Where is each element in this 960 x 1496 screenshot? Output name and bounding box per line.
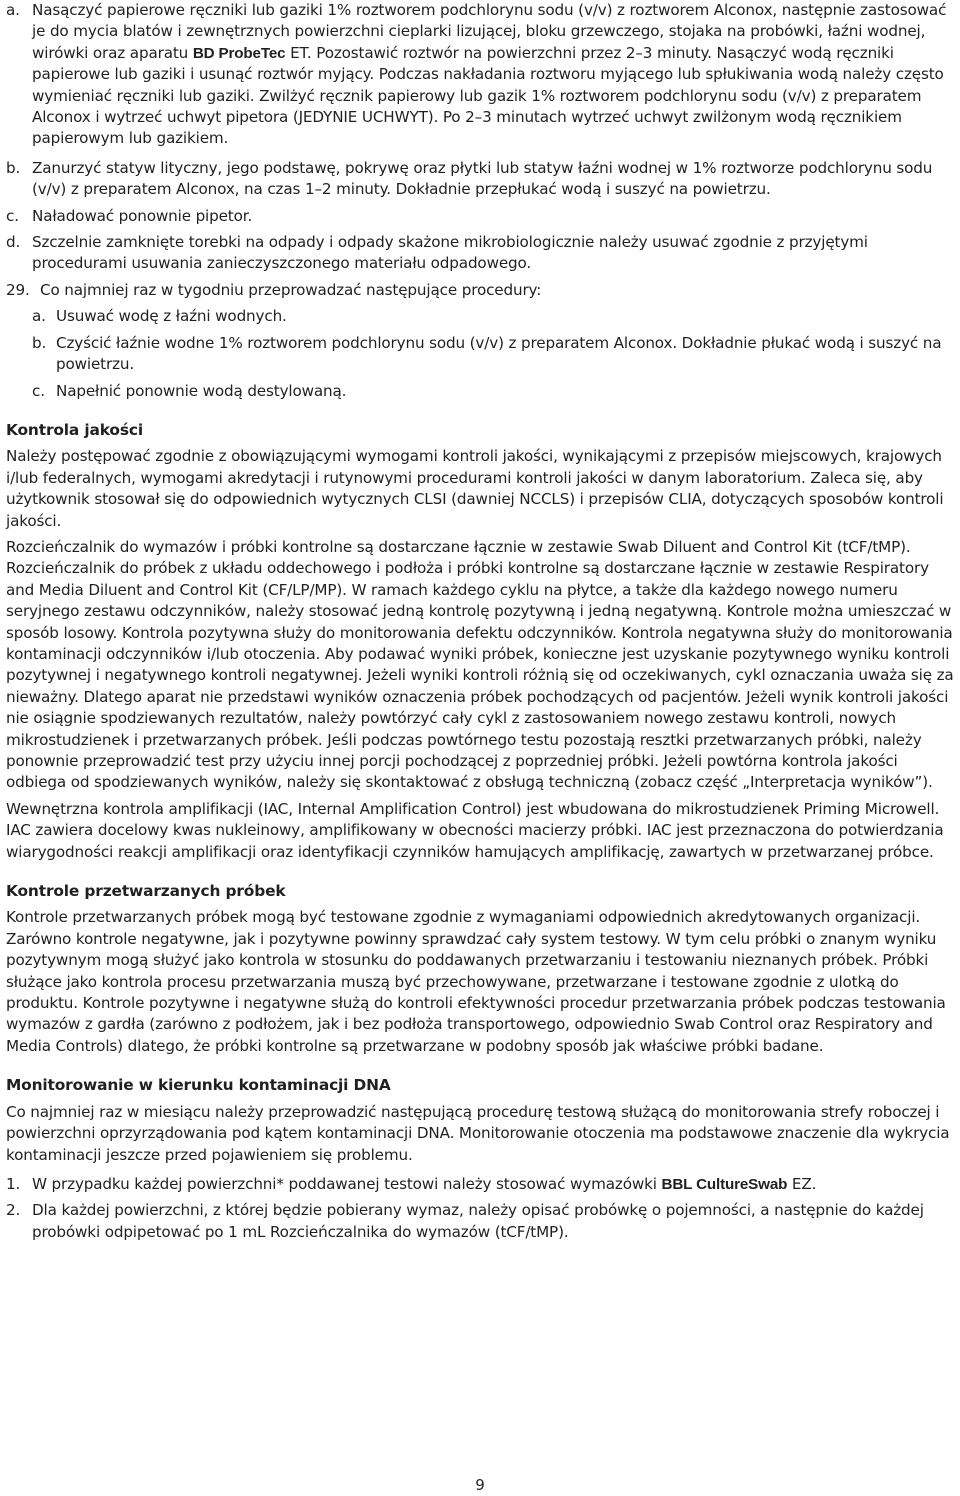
list-text: W przypadku każdej powierzchni* poddawanej testowi należy stosować wymazówki BBL CultureSwab EZ. <box>32 1174 817 1193</box>
paragraph: Co najmniej raz w miesiącu należy przeprowadzić następującą procedurę testową służącą do monitorowania strefy roboczej i powierzchni oprzyrządowania pod kątem kontaminacji DNA. Monitorowanie otoczenia ma podstawowe znaczenie dla wykrycia kontaminacji jeszcze przed pojawieniem się problemu. <box>6 1102 950 1164</box>
list-item <box>6 1174 954 1195</box>
section-heading: Kontrola jakości <box>6 420 143 439</box>
section-heading: Monitorowanie w kierunku kontaminacji DNA <box>6 1076 391 1095</box>
list-text: Naładować ponownie pipetor. <box>32 206 253 225</box>
list-text: Napełnić ponownie wodą destylowaną. <box>56 381 347 400</box>
paragraph: Rozcieńczalnik do wymazów i próbki kontrolne są dostarczane łącznie w zestawie Swab Diluent and Control Kit (tCF/tMP). Rozcieńczalnik do próbek z układu oddechowego i podłoża i próbki kontrolne są dostarczane łącznie w zestawie Respiratory and Media Diluent and Control Kit (CF/LP/MP). W ramach każdego cyklu na płytce, a także dla każdego nowego numeru seryjnego zestawu odczynników, należy stosować jedną kontrolę pozytywną i jedną negatywną. Kontrole można umieszczać w sposób losowy. Kontrola pozytywna służy do monitorowania defektu odczynników. Kontrola negatywna służy do monitorowania kontaminacji odczynników i/lub otoczenia. Aby podawać wyniki próbek, konieczne jest uzyskanie pozytywnego wyniku kontroli pozytywnej i negatywnego kontroli negatywnej. Jeżeli wyniki kontroli różnią się od oczekiwanych, cykl oznaczania uważa się za nieważny. Dlatego aparat nie przedstawi wyników oznaczenia próbek pochodzących od pacjentów. Jeżeli wynik kontroli jakości nie osiągnie spodziewanych rezultatów, należy powtórzyć cały cykl z zastosowaniem nowego zestawu kontroli, nowych mikrostudzienek i przetwarzanych próbek. Jeśli podczas powtórnego testu pozostają resztki przetwarzanych próbki, należy ponownie przeprowadzić test przy użyciu innej porcji pochodzącej z poprzedniej próbki. Jeżeli powtórna kontrola jakości odbiega od spodziewanych wyników, należy się skontaktować z obsługą techniczną (zobacz część „Interpretacja wyników”). <box>6 537 954 792</box>
section-heading: Kontrole przetwarzanych próbek <box>6 882 286 901</box>
list-text: Co najmniej raz w tygodniu przeprowadzać następujące procedury: <box>40 280 542 299</box>
list-item-29 <box>6 280 954 301</box>
list-item <box>6 0 954 150</box>
list-item <box>6 1200 954 1243</box>
list-label: c. <box>6 206 19 225</box>
list-item <box>6 158 954 201</box>
sub-list-item <box>6 306 954 327</box>
list-label: a. <box>6 1 20 19</box>
sub-list-item <box>6 333 954 376</box>
paragraph: Należy postępować zgodnie z obowiązującymi wymogami kontroli jakości, wynikającymi z przepisów miejscowych, krajowych i/lub federalnych, wymogami akredytacji i rutynowymi procedurami kontroli jakości w danym laboratorium. Zaleca się, aby użytkownik stosował się do odpowiednich wytycznych CLSI (dawniej NCCLS) i przepisów CLIA, dotyczących sposobów kontroli jakości. <box>6 447 944 530</box>
list-label: b. <box>6 158 21 177</box>
list-label: d. <box>6 233 21 252</box>
list-label: c. <box>32 381 45 400</box>
list-text: Szczelnie zamknięte torebki na odpady i odpady skażone mikrobiologicznie należy usuwać zgodnie z przyjętymi procedurami usuwania zanieczyszczonego materiału odpadowego. <box>32 233 868 273</box>
list-label: 29. <box>6 280 30 299</box>
list-item <box>6 206 954 227</box>
list-text: Dla każdej powierzchni, z której będzie pobierany wymaz, należy opisać probówkę o pojemności, a następnie do każdej probówki odpipetować po 1 mL Rozcieńczalnika do wymazów (tCF/tMP). <box>32 1201 924 1241</box>
list-text: Usuwać wodę z łaźni wodnych. <box>56 307 287 326</box>
list-label: 1. <box>6 1174 21 1193</box>
list-label: 2. <box>6 1201 21 1220</box>
paragraph: Kontrole przetwarzanych próbek mogą być testowane zgodnie z wymaganiami odpowiednich akredytowanych organizacji. Zarówno kontrole negatywne, jak i pozytywne powinny sprawdzać cały system testowy. W tym celu próbki o znanym wyniku pozytywnym mogą służyć jako kontrola w stosunku do poddawanych przetwarzaniu i testowaniu nieznanych próbek. Próbki służące jako kontrola procesu przetwarzania muszą być przechowywane, przetwarzane i testowane zgodnie z ulotką do produktu. Kontrole pozytywne i negatywne służą do kontroli efektywności procedur przetwarzania próbek podczas testowania wymazów z gardła (zarówno z podłożem, jak i bez podłoża transportowego, odpowiednio Swab Control oraz Respiratory and Media Controls) dlatego, że próbki kontrolne są przetwarzane w podobny sposób jak właściwe próbki badane. <box>6 908 946 1055</box>
paragraph: Wewnętrzna kontrola amplifikacji (IAC, Internal Amplification Control) jest wbudowana do mikrostudzienek Priming Microwell. IAC zawiera docelowy kwas nukleinowy, amplifikowany w obecności macierzy próbki. IAC jest przeznaczona do potwierdzania wiarygodności reakcji amplifikacji oraz identyfikacji czynników hamujących amplifikację, zawartych w przetwarzanej próbce. <box>6 799 944 861</box>
list-text: Zanurzyć statyw lityczny, jego podstawę, pokrywę oraz płytki lub statyw łaźni wodnej w 1% roztworze podchlorynu sodu (v/v) z preparatem Alconox, na czas 1–2 minuty. Dokładnie przepłukać wodą i suszyć na powietrzu. <box>32 158 933 199</box>
list-text: Czyścić łaźnie wodne 1% roztworem podchlorynu sodu (v/v) z preparatem Alconox. Dokładnie płukać wodą i suszyć na powietrzu. <box>56 333 942 374</box>
list-item <box>6 232 954 275</box>
list-label: b. <box>32 333 47 352</box>
list-label: a. <box>32 307 46 326</box>
list-text: Nasączyć papierowe ręczniki lub gaziki 1% roztworem podchlorynu sodu (v/v) z roztworem Alconox, następnie zastosować je do mycia blatów i zewnętrznych powierzchni cieplarki lizującej, bloku grzewczego, stojaka na probówki, łaźni wodnej, wirówki oraz aparatu BD ProbeTec ET. Pozostawić roztwór na powierzchni przez 2–3 minuty. Nasączyć wodą ręczniki papierowe lub gaziki i usunąć roztwór myjący. Podczas nakładania roztworu myjącego lub spłukiwania wodą należy często wymieniać ręczniki lub gaziki. Zwilżyć ręcznik papierowy lub gazik 1% roztworem podchlorynu sodu (v/v) z preparatem Alconox i wytrzeć uchwyt pipetora (JEDYNIE UCHWYT). Po 2–3 minutach wytrzeć uchwyt zwilżonym wodą ręcznikiem papierowym lub gazikiem. <box>32 1 947 148</box>
page-number: 9 <box>475 1476 485 1494</box>
sub-list-item <box>6 381 954 402</box>
document-page <box>6 0 954 1243</box>
